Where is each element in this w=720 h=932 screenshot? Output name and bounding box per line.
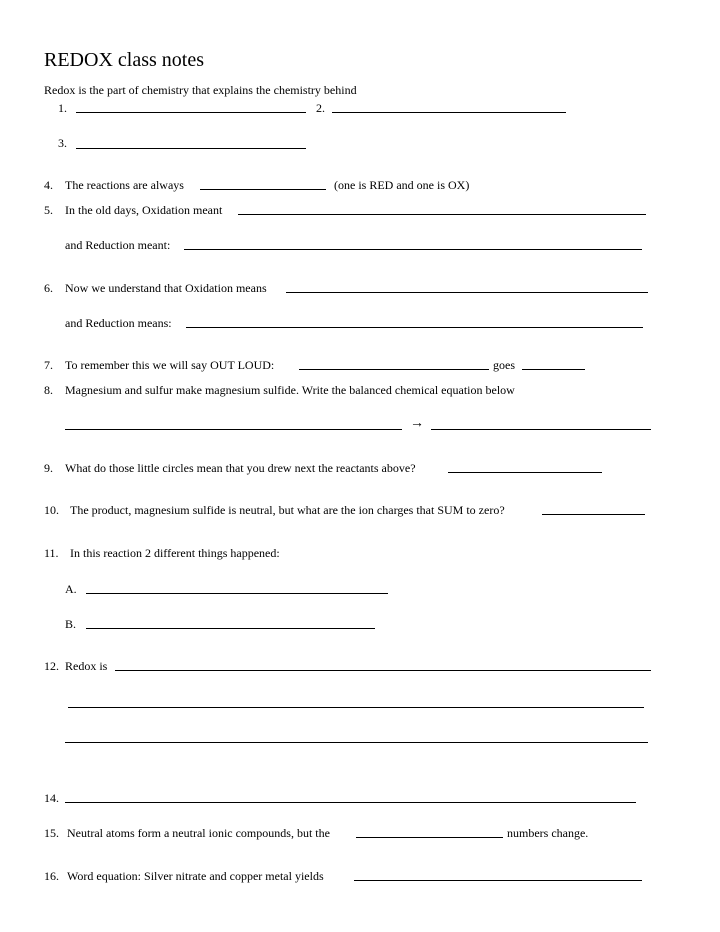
item-1-number: 1. <box>58 101 67 115</box>
item-1-blank[interactable] <box>76 112 306 113</box>
reaction-arrow-icon: → <box>410 416 424 431</box>
q8-products-blank[interactable] <box>431 429 651 430</box>
q7-number: 7. <box>44 358 53 372</box>
q15-text: Neutral atoms form a neutral ionic compounds, but the <box>67 826 330 840</box>
q10-blank[interactable] <box>542 514 645 515</box>
q10-number: 10. <box>44 503 59 517</box>
page-title: REDOX class notes <box>44 49 204 71</box>
q11-b-blank[interactable] <box>86 628 375 629</box>
q7-blank-1[interactable] <box>299 369 489 370</box>
q12-text: Redox is <box>65 659 108 673</box>
q12-blank-2[interactable] <box>68 707 644 708</box>
q5-blank[interactable] <box>238 214 646 215</box>
q9-number: 9. <box>44 461 53 475</box>
q8-number: 8. <box>44 383 53 397</box>
q4-after-text: (one is RED and one is OX) <box>334 178 470 192</box>
q5-sub-blank[interactable] <box>184 249 642 250</box>
intro-text: Redox is the part of chemistry that explains the chemistry behind <box>44 83 357 97</box>
q9-blank[interactable] <box>448 472 602 473</box>
q4-blank[interactable] <box>200 189 326 190</box>
q5-number: 5. <box>44 203 53 217</box>
q15-after-text: numbers change. <box>507 826 589 840</box>
q7-blank-2[interactable] <box>522 369 585 370</box>
item-2-blank[interactable] <box>332 112 566 113</box>
item-3-blank[interactable] <box>76 148 306 149</box>
q12-number: 12. <box>44 659 59 673</box>
q15-blank[interactable] <box>356 837 503 838</box>
q11-a-blank[interactable] <box>86 593 388 594</box>
q11-b-label: B. <box>65 617 77 631</box>
q16-text: Word equation: Silver nitrate and copper metal yields <box>67 869 324 883</box>
q7-goes-text: goes <box>493 358 515 372</box>
q5-text: In the old days, Oxidation meant <box>65 203 223 217</box>
q7-text: To remember this we will say OUT LOUD: <box>65 358 275 372</box>
q16-blank[interactable] <box>354 880 642 881</box>
q6-sub-blank[interactable] <box>186 327 643 328</box>
q4-text: The reactions are always <box>65 178 184 192</box>
q6-text: Now we understand that Oxidation means <box>65 281 267 295</box>
q12-blank-1[interactable] <box>115 670 651 671</box>
q9-text: What do those little circles mean that you drew next the reactants above? <box>65 461 416 475</box>
q14-blank[interactable] <box>65 802 636 803</box>
q12-blank-3[interactable] <box>65 742 648 743</box>
q6-blank[interactable] <box>286 292 648 293</box>
q15-number: 15. <box>44 826 59 840</box>
q6-number: 6. <box>44 281 53 295</box>
q8-text: Magnesium and sulfur make magnesium sulfide. Write the balanced chemical equation below <box>65 383 515 397</box>
q11-text: In this reaction 2 different things happened: <box>70 546 280 560</box>
q16-number: 16. <box>44 869 59 883</box>
item-3-number: 3. <box>58 136 67 150</box>
q14-number: 14. <box>44 791 59 805</box>
q10-text: The product, magnesium sulfide is neutral, but what are the ion charges that SUM to zero? <box>70 503 505 517</box>
q5-sub-text: and Reduction meant: <box>65 238 171 252</box>
q8-reactants-blank[interactable] <box>65 429 402 430</box>
item-2-number: 2. <box>316 101 325 115</box>
q11-number: 11. <box>44 546 59 560</box>
q4-number: 4. <box>44 178 53 192</box>
q11-a-label: A. <box>65 582 77 596</box>
q6-sub-text: and Reduction means: <box>65 316 172 330</box>
